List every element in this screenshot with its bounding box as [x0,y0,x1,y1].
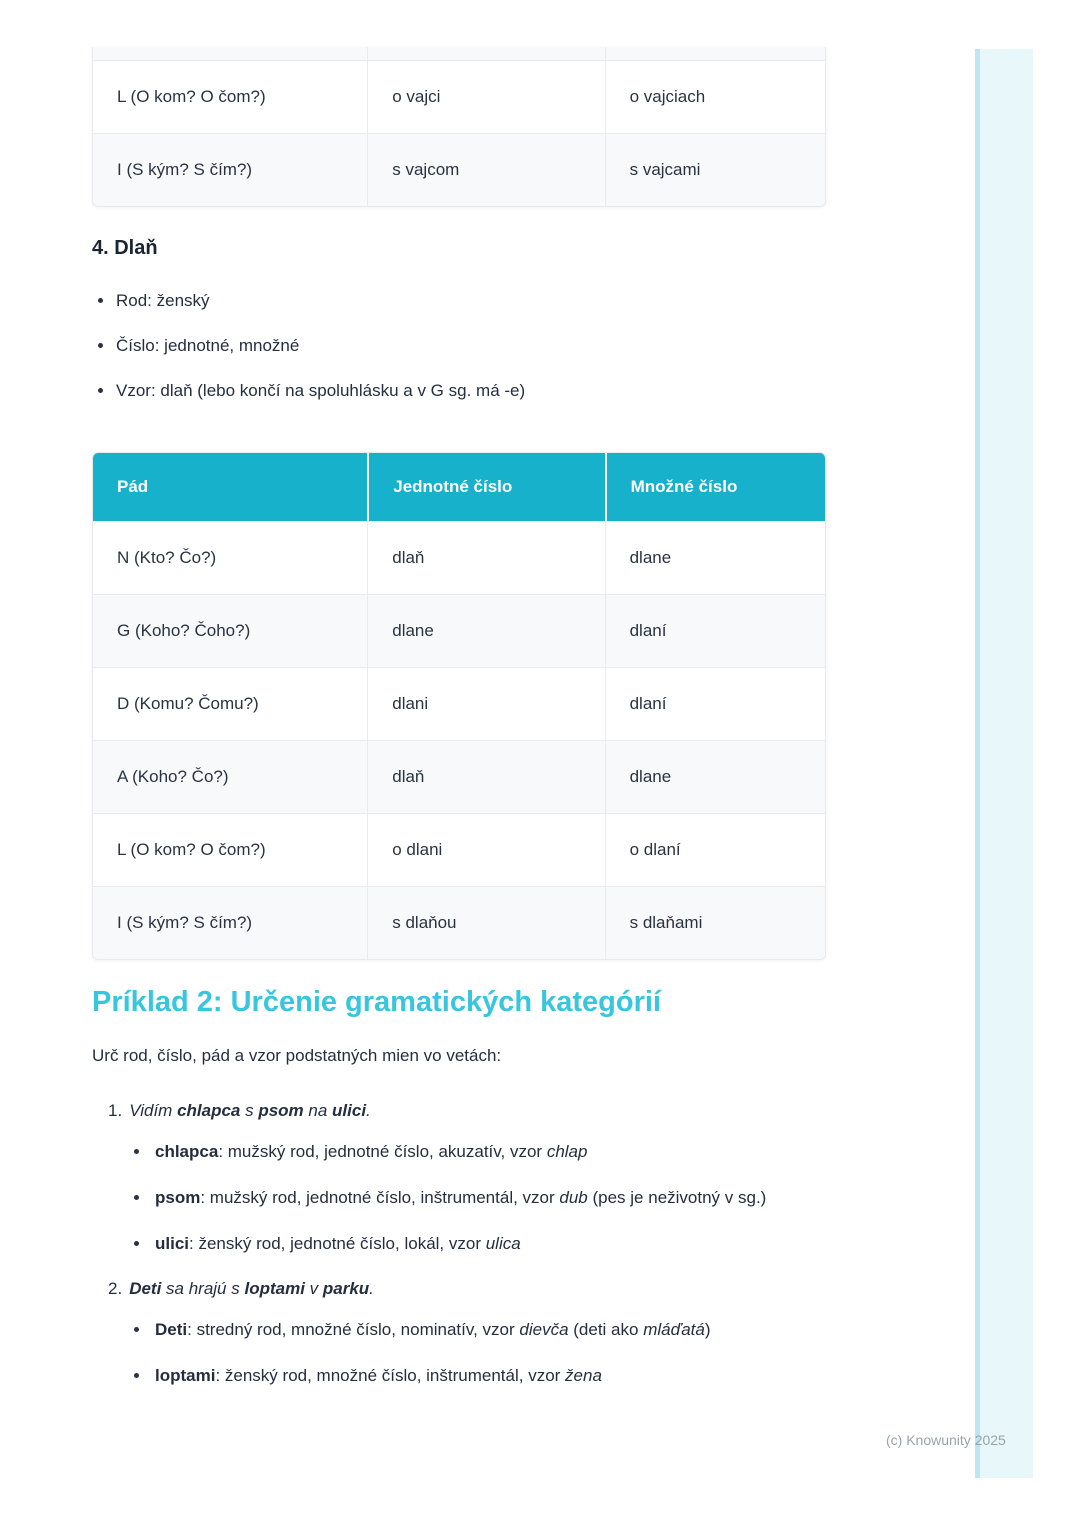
table-cell-plural: o dlaní [605,814,825,886]
analysis-text: psom: mužský rod, jednotné číslo, inštrumentál, vzor dub (pes je neživotný v sg.) [155,1188,767,1207]
example-sentence [108,1098,842,1124]
table-row [93,813,825,886]
bullet-icon [98,343,103,348]
item-number: 1. [108,1101,123,1120]
table-cell-case: I (S kým? S čím?) [117,160,253,179]
list-item [134,1184,842,1211]
table-cell-singular: dlani [367,668,604,740]
table-row [93,886,825,959]
table-cell-plural: o vajciach [605,61,825,133]
bullet-icon [98,388,103,393]
section-heading-priklad2: Príklad 2: Určenie gramatických kategórií [92,986,661,1018]
list-item [98,378,828,403]
bullet-icon [134,1149,139,1154]
list-item-text: Vzor: dlaň (lebo končí na spoluhlásku a v G sg. má -e) [116,381,526,400]
dlan-properties-list [98,288,828,423]
bullet-icon [98,298,103,303]
bullet-icon [134,1373,139,1378]
table-cell-case: L (O kom? O čom?) [117,840,266,859]
section-heading-dlan: 4. Dlaň [92,237,158,259]
table-row [93,667,825,740]
item-number: 2. [108,1279,123,1298]
analysis-text: chlapca: mužský rod, jednotné číslo, akuzatív, vzor chlap [155,1142,588,1161]
declension-table-dlan [92,452,826,960]
bullet-icon [134,1327,139,1332]
numbered-item-1 [108,1098,842,1257]
table-row [93,594,825,667]
list-item [98,333,828,358]
table-row [93,740,825,813]
section-priklad2 [92,986,842,1408]
table-cell-case: G (Koho? Čoho?) [117,621,251,640]
table-header-case: Pád [117,477,149,496]
sentence-text: Vidím chlapca s psom na ulici. [129,1101,371,1120]
list-item [134,1138,842,1165]
intro-text: Urč rod, číslo, pád a vzor podstatných mien vo vetách: [92,1046,502,1065]
table-row [93,60,825,133]
example-sentence [108,1276,842,1302]
table-cell-case: A (Koho? Čo?) [117,767,229,786]
table-cell-singular: o vajci [367,61,604,133]
list-item [134,1316,842,1343]
list-item [134,1362,842,1389]
table-cell-plural: s vajcami [605,134,825,206]
bullet-icon [134,1241,139,1246]
table-cell-singular: dlaň [367,522,604,594]
table-row [93,521,825,594]
copyright-text: (c) Knowunity 2025 [886,1432,1006,1448]
analysis-list [134,1138,842,1257]
list-item-text: Číslo: jednotné, množné [116,336,300,355]
table-cell-case: N (Kto? Čo?) [117,548,217,567]
sentence-text: Deti sa hrajú s loptami v parku. [129,1279,374,1298]
table-cell [367,47,604,60]
analysis-text: loptami: ženský rod, množné číslo, inštrumentál, vzor žena [155,1366,602,1385]
table-cell-singular: s vajcom [367,134,604,206]
table-row-clipped [93,47,825,60]
table-cell [93,47,367,60]
analysis-list [134,1316,842,1389]
numbered-item-2 [108,1276,842,1389]
analysis-text: Deti: stredný rod, množné číslo, nominatív, vzor dievča (deti ako mláďatá) [155,1320,711,1339]
list-item-text: Rod: ženský [116,291,210,310]
table-cell-case: L (O kom? O čom?) [117,87,266,106]
table-cell-plural: dlane [605,741,825,813]
table-cell-singular: s dlaňou [367,887,604,959]
table-row [93,133,825,206]
list-item [98,288,828,313]
bullet-icon [134,1195,139,1200]
side-panel-decoration [975,49,1033,1478]
analysis-text: ulici: ženský rod, jednotné číslo, lokál, vzor ulica [155,1234,521,1253]
table-cell-plural: dlaní [605,668,825,740]
table-cell-plural: s dlaňami [605,887,825,959]
table-cell-case: I (S kým? S čím?) [117,913,253,932]
table-cell-plural: dlaní [605,595,825,667]
table-header-singular: Jednotné číslo [367,453,604,521]
list-item [134,1230,842,1257]
table-header-row [93,453,825,521]
table-cell-case: D (Komu? Čomu?) [117,694,259,713]
table-cell-plural: dlane [605,522,825,594]
table-header-plural: Množné číslo [605,453,825,521]
table-cell-singular: dlaň [367,741,604,813]
table-cell-singular: dlane [367,595,604,667]
table-cell [605,47,825,60]
table-cell-singular: o dlani [367,814,604,886]
declension-table-vajce-partial [92,47,826,207]
